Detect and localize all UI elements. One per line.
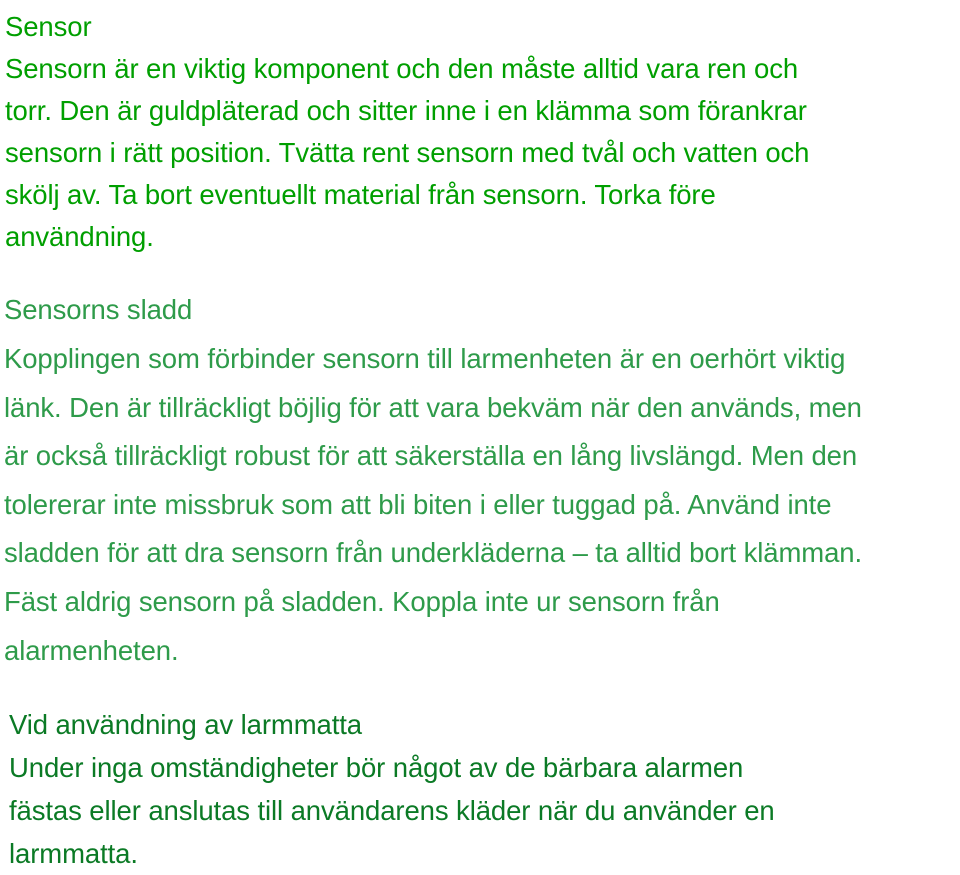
section-heading: Sensorns sladd — [4, 294, 193, 325]
section-heading: Sensor — [5, 11, 92, 42]
paragraph-line: Under inga omständigheter bör något av de bärbara alarmen — [9, 752, 744, 783]
paragraph-line: tolererar inte missbruk som att bli biten i eller tuggad på. Använd inte — [4, 488, 832, 520]
paragraph-line: länk. Den är tillräckligt böjlig för att vara bekväm när den används, men — [4, 391, 862, 423]
paragraph-line: Kopplingen som förbinder sensorn till larmenheten är en oerhört viktig — [4, 343, 846, 374]
paragraph-line: skölj av. Ta bort eventuellt material från sensorn. Torka före — [5, 179, 716, 210]
paragraph-line: är också tillräckligt robust för att säkerställa en lång livslängd. Men den — [4, 440, 858, 472]
paragraph-line: sensorn i rätt position. Tvätta rent sensorn med tvål och vatten och — [5, 137, 810, 168]
paragraph-line: alarmenheten. — [4, 634, 179, 666]
section-sensor — [5, 6, 809, 258]
section-alarm-mat — [9, 703, 775, 875]
paragraph-line: Sensorn är en viktig komponent och den måste alltid vara ren och — [5, 53, 799, 84]
section-sensor-cord — [4, 287, 862, 675]
paragraph-line: användning. — [5, 221, 154, 252]
section-heading: Vid användning av larmmatta — [9, 709, 362, 740]
paragraph-line: sladden för att dra sensorn från underkläderna – ta alltid bort klämman. — [4, 537, 863, 569]
paragraph-line: fästas eller anslutas till användarens kläder när du använder en — [9, 795, 775, 826]
paragraph-line: torr. Den är guldpläterad och sitter inne i en klämma som förankrar — [5, 95, 807, 126]
paragraph-line: larmmatta. — [9, 838, 138, 869]
paragraph-line: Fäst aldrig sensorn på sladden. Koppla inte ur sensorn från — [4, 585, 720, 617]
